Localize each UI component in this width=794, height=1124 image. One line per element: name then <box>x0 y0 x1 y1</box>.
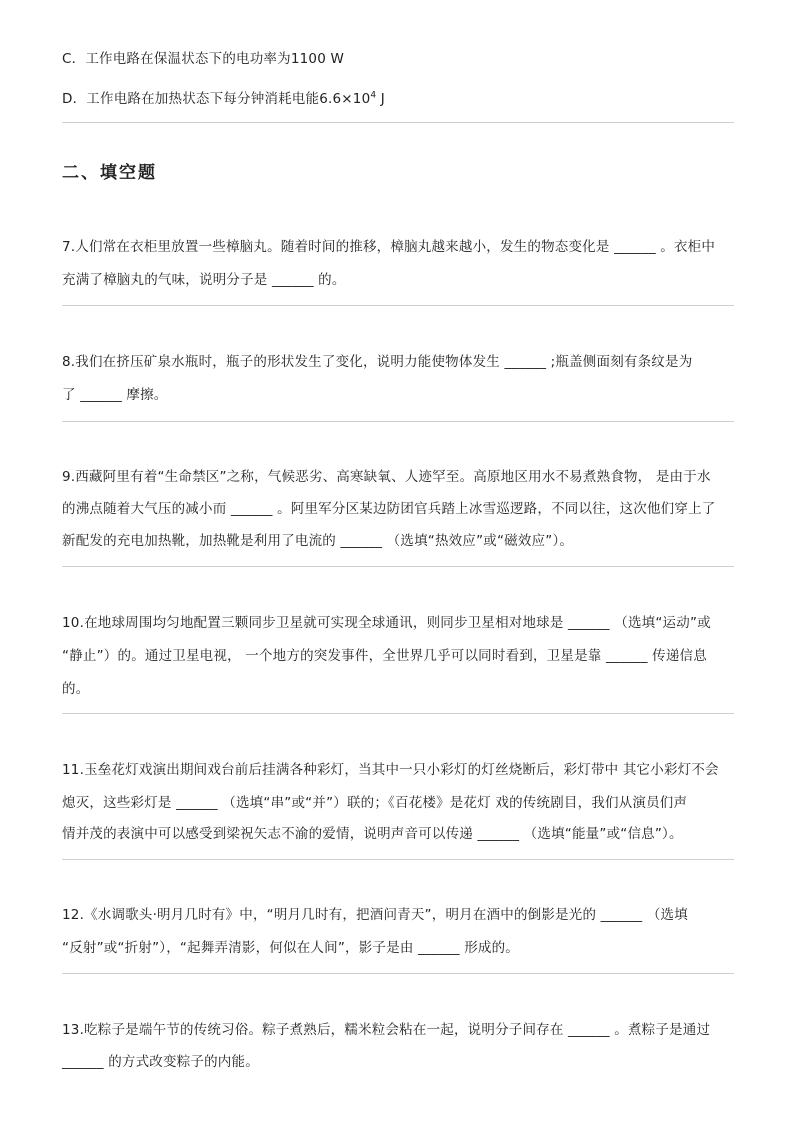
divider <box>62 713 734 714</box>
divider <box>62 566 734 567</box>
question-9-line-2: 的沸点随着大气压的减小而 ______ 。阿里军分区某边防团官兵踏上冰雪巡逻路，不同以往，这次他们穿上了 <box>62 501 716 517</box>
divider <box>62 973 734 974</box>
question-11-line-3: 情并茂的表演中可以感受到梁祝矢志不渝的爱情，说明声音可以传递 ______ （选填“能量”或“信息”）。 <box>62 826 683 842</box>
question-8-line-1: 8.我们在挤压矿泉水瓶时，瓶子的形状发生了变化，说明力能使物体发生 ______ ;瓶盖侧面刻有条纹是为 <box>62 354 693 370</box>
question-9-line-1: 9.西藏阿里有着“生命禁区”之称，气候恶劣、高寒缺氧、人迹罕至。高原地区用水不易煮熟食物， 是由于水 <box>62 469 711 485</box>
divider <box>62 305 734 306</box>
option-d <box>62 87 385 107</box>
option-d-unit: J <box>376 91 385 107</box>
question-10-line-2: “静止”）的。通过卫星电视， 一个地方的突发事件，全世界几乎可以同时看到，卫星是靠 ______ 传递信息 <box>62 648 707 664</box>
divider <box>62 859 734 860</box>
question-13-line-2: ______ 的方式改变粽子的内能。 <box>62 1054 259 1070</box>
question-11-line-1: 11.玉垒花灯戏演出期间戏台前后挂满各种彩灯，当其中一只小彩灯的灯丝烧断后，彩灯带中 其它小彩灯不会 <box>62 762 719 778</box>
option-d-exponent: 4 <box>370 90 377 101</box>
question-10-line-3: 的。 <box>62 681 90 697</box>
divider <box>62 122 734 123</box>
question-11-line-2: 熄灭，这些彩灯是 ______ （选填“串”或“并”）联的；《百花楼》是花灯 戏的传统剧目，我们从演员们声 <box>62 795 688 811</box>
question-8-line-2: 了 ______ 摩擦。 <box>62 387 168 403</box>
question-12-line-2: “反射”或“折射”），“起舞弄清影，何似在人间”，影子是由 ______ 形成的。 <box>62 940 519 956</box>
divider <box>62 421 734 422</box>
question-7-line-1: 7.人们常在衣柜里放置一些樟脑丸。随着时间的推移，樟脑丸越来越小，发生的物态变化是 ______ 。衣柜中 <box>62 239 716 255</box>
question-10-line-1: 10.在地球周围均匀地配置三颗同步卫星就可实现全球通讯，则同步卫星相对地球是 ______ （选填“运动”或 <box>62 615 711 631</box>
question-13-line-1: 13.吃粽子是端午节的传统习俗。粽子煮熟后，糯米粒会粘在一起，说明分子间存在 ______ 。煮粽子是通过 <box>62 1022 711 1038</box>
question-12-line-1: 12.《水调歌头·明月几时有》中，“明月几时有，把酒问青天”，明月在酒中的倒影是光的 ______ （选填 <box>62 907 688 923</box>
option-c: C．工作电路在保温状态下的电功率为1100 W <box>62 51 345 67</box>
section-title: 二、填空题 <box>62 163 157 183</box>
question-9-line-3: 新配发的充电加热靴，加热靴是利用了电流的 ______ （选填“热效应”或“磁效应”）。 <box>62 533 574 549</box>
question-7-line-2: 充满了樟脑丸的气味，说明分子是 ______ 的。 <box>62 272 346 288</box>
option-d-text: D．工作电路在加热状态下每分钟消耗电能6.6×10 <box>62 91 371 107</box>
